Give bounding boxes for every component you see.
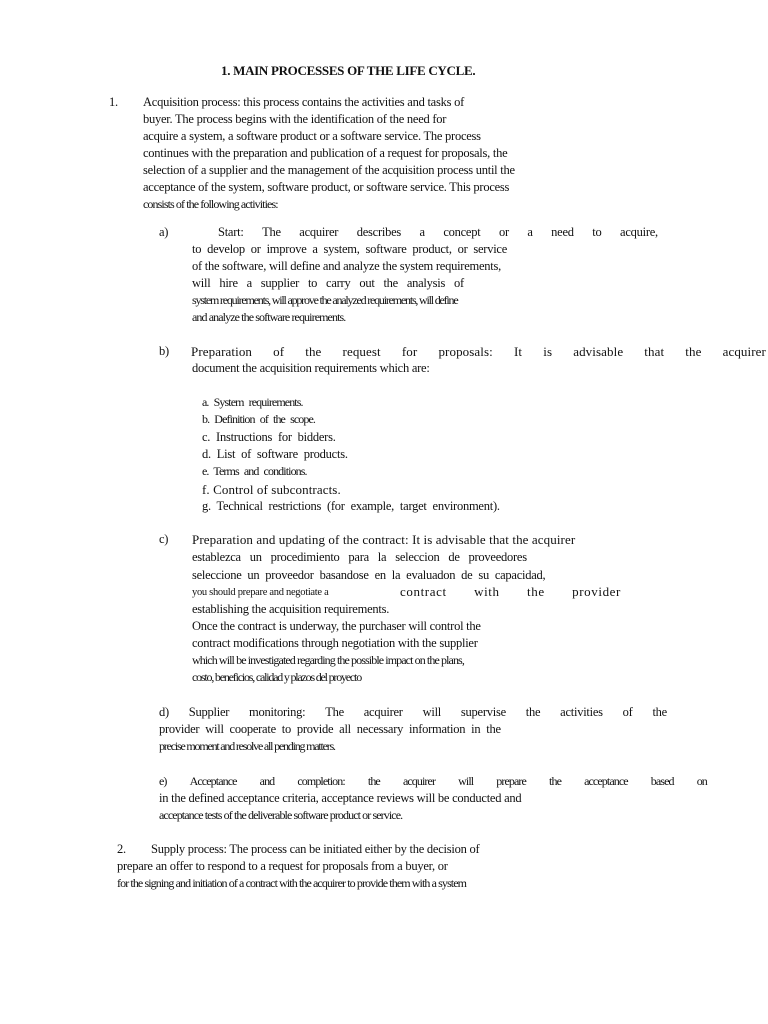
word: a (527, 225, 533, 239)
page-title: 1. MAIN PROCESSES OF THE LIFE CYCLE. (221, 63, 476, 78)
acceptance-line: in the defined acceptance criteria, acceptance reviews will be conducted and (159, 791, 522, 805)
word: acquirer (299, 225, 339, 239)
word: The (262, 225, 281, 239)
word: Supplier (188, 705, 230, 719)
word: describes (356, 225, 401, 239)
word: need (551, 225, 574, 239)
contract-line: seleccione un proveedor basandose en la evaluadon de su capacidad, (192, 568, 546, 582)
acceptance-line: acceptance tests of the deliverable software product or service. (159, 808, 403, 822)
start-line: to develop or improve a system, software product, or service (192, 242, 508, 256)
acceptance-first-line (159, 773, 707, 790)
monitoring-first-line (159, 704, 667, 721)
word: e) (159, 774, 167, 788)
list-item: g. Technical restrictions (for example, target environment). (202, 499, 500, 513)
word: It (513, 344, 523, 359)
word: provider (572, 584, 621, 599)
word: with (474, 584, 500, 599)
word: Preparation (191, 344, 253, 359)
word: proposals: (438, 344, 493, 359)
start-line: of the software, will define and analyze the system requirements, (192, 259, 501, 273)
word: contract (400, 584, 447, 599)
list-item: d. List of software products. (202, 447, 348, 461)
word: on (696, 774, 707, 788)
word: to (592, 225, 602, 239)
word: and (259, 774, 275, 788)
word: the (652, 705, 667, 719)
word: d) (159, 705, 169, 719)
word: request (342, 344, 381, 359)
word: advisable (573, 344, 624, 359)
word: acceptance (584, 774, 628, 788)
list-item: a. System requirements. (202, 395, 303, 409)
word: is (543, 344, 553, 359)
word: the (685, 344, 702, 359)
word: prepare (496, 774, 526, 788)
word: acquirer (722, 344, 766, 359)
paragraph-line: acquire a system, a software product or a software service. The process (143, 129, 481, 143)
word: acquirer (363, 705, 403, 719)
section-number-1: 1. (109, 95, 118, 109)
word: completion: (297, 774, 345, 788)
word: the (525, 705, 541, 719)
start-line: will hire a supplier to carry out the analysis of (192, 276, 464, 290)
start-first-line (218, 224, 658, 241)
contract-line: contract modifications through negotiation with the supplier (192, 636, 478, 650)
word: supervise (460, 705, 506, 719)
contract-line: which will be investigated regarding the possible impact on the plans, (192, 653, 464, 667)
list-item: c. Instructions for bidders. (202, 430, 336, 444)
contract-line: Preparation and updating of the contract: It is advisable that the acquirer (192, 532, 576, 547)
contract-mixed-words (400, 583, 621, 600)
list-item: b. Definition of the scope. (202, 412, 316, 426)
paragraph-line: acceptance of the system, software product, or software service. This process (143, 180, 510, 194)
word: Acceptance (189, 774, 237, 788)
word: monitoring: (249, 705, 306, 719)
word: the (305, 344, 322, 359)
contract-line-small: you should prepare and negotiate a (192, 587, 329, 598)
start-line: and analyze the software requirements. (192, 310, 346, 324)
word: based (650, 774, 674, 788)
preparation-first-line (191, 343, 766, 360)
preparation-line: document the acquisition requirements which are: (192, 361, 430, 375)
word: of (273, 344, 285, 359)
word: concept (443, 225, 481, 239)
word: the (367, 774, 380, 788)
word: the (527, 584, 545, 599)
paragraph-line: continues with the preparation and publication of a request for proposals, the (143, 146, 508, 160)
list-marker-b: b) (159, 344, 169, 358)
start-line: system requirements, will approve the analyzed requirements, will define (192, 293, 458, 307)
word: of (622, 705, 633, 719)
paragraph-line: prepare an offer to respond to a request for proposals from a buyer, or (117, 859, 448, 873)
word: or (498, 225, 509, 239)
word: the (549, 774, 561, 788)
word: The (325, 705, 344, 719)
monitoring-line: precise moment and resolve all pending matters. (159, 739, 335, 753)
paragraph-line: Acquisition process: this process contains the activities and tasks of (143, 95, 464, 109)
word: a (419, 225, 425, 239)
word: acquirer (402, 774, 436, 788)
list-marker-c: c) (159, 532, 169, 546)
section-number-2: 2. (117, 842, 126, 856)
paragraph-line: Supply process: The process can be initiated either by the decision of (151, 842, 480, 856)
contract-line: establishing the acquisition requirements. (192, 602, 390, 616)
contract-line: establezca un procedimiento para la seleccion de proveedores (192, 550, 527, 564)
word: acquire, (620, 225, 658, 239)
word: will (422, 705, 442, 719)
contract-line: Once the contract is underway, the purchaser will control the (192, 619, 481, 633)
word: activities (560, 705, 603, 719)
word: Start: (218, 225, 244, 239)
word: will (458, 774, 474, 788)
list-item: f. Control of subcontracts. (202, 482, 341, 497)
monitoring-line: provider will cooperate to provide all necessary information in the (159, 722, 501, 736)
paragraph-line: consists of the following activities: (143, 197, 278, 211)
paragraph-line: for the signing and initiation of a contract with the acquirer to provide them with a system (117, 876, 467, 890)
paragraph-line: buyer. The process begins with the identification of the need for (143, 112, 447, 126)
word: for (401, 344, 418, 359)
paragraph-line: selection of a supplier and the management of the acquisition process until the (143, 163, 515, 177)
contract-line: costo, beneficios, calidad y plazos del proyecto (192, 670, 361, 684)
list-item: e. Terms and conditions. (202, 464, 307, 478)
list-marker-a: a) (159, 225, 169, 239)
word: that (644, 344, 665, 359)
